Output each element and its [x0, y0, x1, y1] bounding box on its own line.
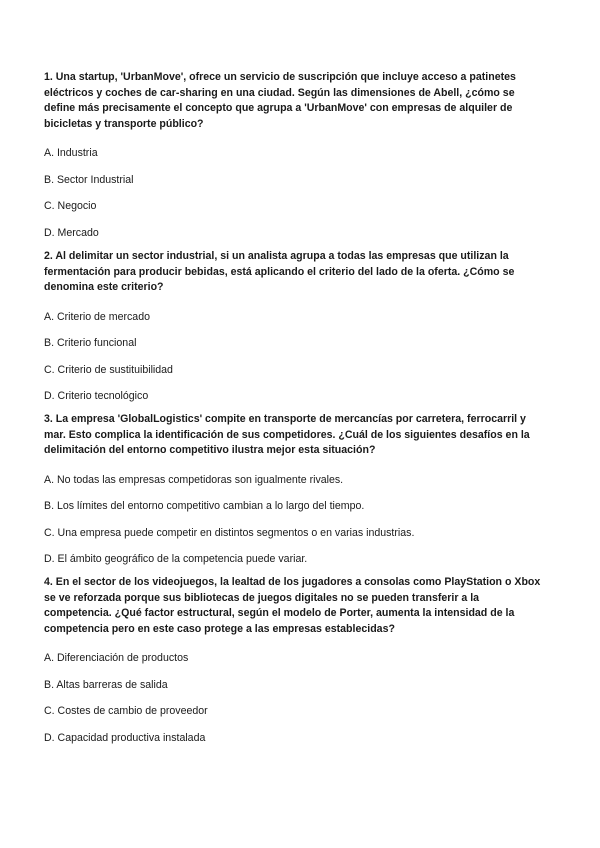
question-3-option-d: D. El ámbito geográfico de la competencia puede variar. — [44, 553, 308, 565]
question-4 — [44, 575, 544, 746]
question-4-option-d: D. Capacidad productiva instalada — [44, 731, 206, 744]
question-3-option-a: A. No todas las empresas competidoras son igualmente rivales. — [44, 473, 344, 486]
question-2-option-b: B. Criterio funcional — [44, 337, 137, 349]
question-1-option-d: D. Mercado — [44, 226, 99, 239]
question-2 — [44, 249, 544, 404]
question-2-option-d: D. Criterio tecnológico — [44, 390, 149, 402]
question-2-option-a: A. Criterio de mercado — [44, 310, 150, 323]
question-1-option-a: A. Industria — [44, 147, 98, 159]
question-1-option-c: C. Negocio — [44, 200, 97, 212]
question-3-option-b: B. Los límites del entorno competitivo cambian a lo largo del tiempo. — [44, 500, 365, 512]
question-3-option-c: C. Una empresa puede competir en distintos segmentos o en varias industrias. — [44, 526, 415, 539]
question-3-text: 3. La empresa 'GlobalLogistics' compite en transporte de mercancías por carretera, ferrocarril y mar. Esto complica la identificación de sus competidores. ¿Cuál de los siguientes desafíos en la delimitación del entorno competitivo ilustra mejor esta situación? — [44, 413, 530, 456]
question-2-option-c: C. Criterio de sustituibilidad — [44, 363, 173, 376]
question-4-option-c: C. Costes de cambio de proveedor — [44, 705, 208, 717]
question-1-option-b: B. Sector Industrial — [44, 173, 134, 186]
question-1-text: 1. Una startup, 'UrbanMove', ofrece un servicio de suscripción que incluye acceso a patinetes eléctricos y coches de car-sharing en una ciudad. Según las dimensiones de Abell, ¿cómo se define más precisamente el concepto que agrupa a 'UrbanMove' con empresas de alquiler de bicicletas y transporte público? — [44, 71, 516, 130]
question-4-option-a: A. Diferenciación de productos — [44, 652, 189, 664]
question-2-text: 2. Al delimitar un sector industrial, si un analista agrupa a todas las empresas que utilizan la fermentación para producir bebidas, está aplicando el criterio del lado de la oferta. ¿Cómo se denomina este criterio? — [44, 250, 515, 293]
question-1 — [44, 70, 544, 241]
question-4-text: 4. En el sector de los videojuegos, la lealtad de los jugadores a consolas como PlayStation o Xbox se ve reforzada porque sus bibliotecas de juegos digitales no se pueden transferir a la competencia. ¿Qué factor estructural, según el modelo de Porter, aumenta la intensidad de la competencia pero en este caso protege a las empresas establecidas? — [44, 576, 541, 635]
question-3 — [44, 412, 544, 567]
question-4-option-b: B. Altas barreras de salida — [44, 678, 168, 691]
